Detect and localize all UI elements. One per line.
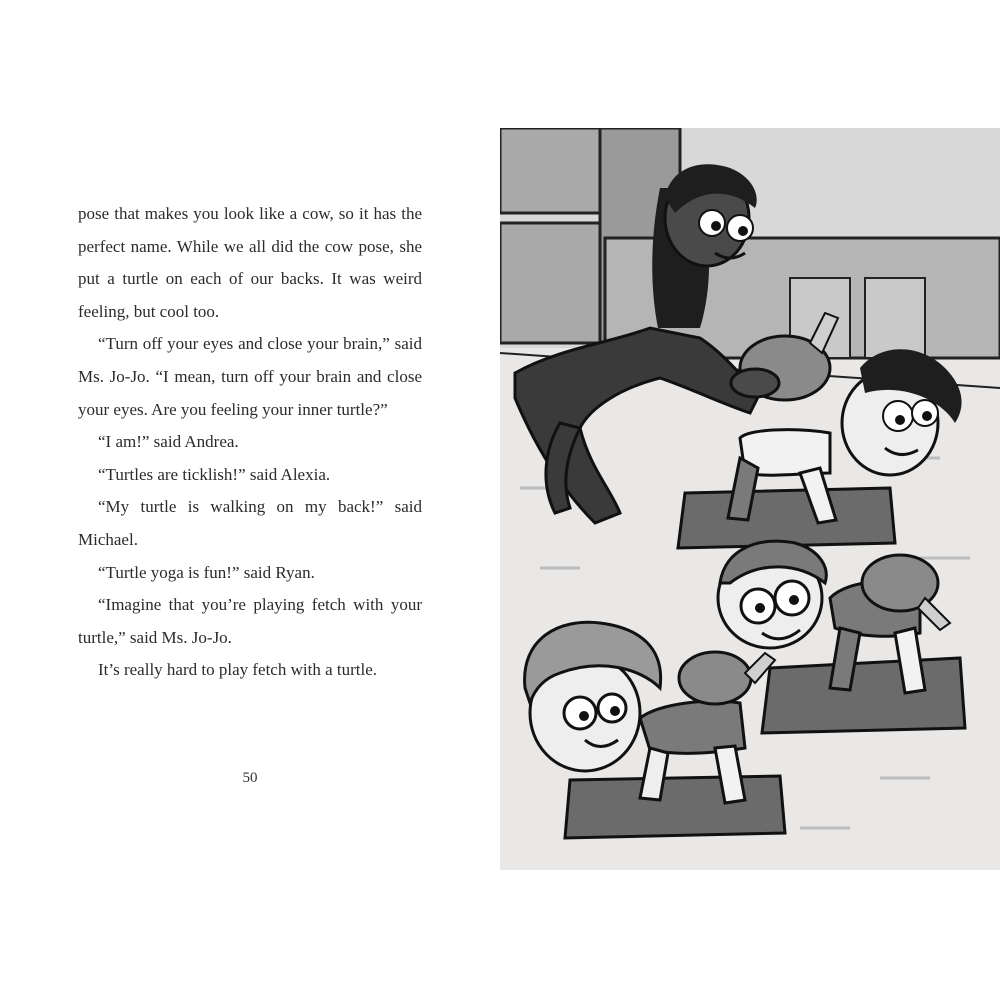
paragraph-1: pose that makes you look like a cow, so it has the perfect name. While we all did the cow pose, she put a turtle on each of our backs. It was weird feeling, but cool too.	[78, 204, 422, 321]
illustration-drawing	[500, 128, 1000, 870]
book-text-page	[78, 198, 422, 687]
paragraph-7: “Imagine that you’re playing fetch with your turtle,” said Ms. Jo-Jo.	[78, 595, 422, 647]
turtle-yoga-illustration	[500, 128, 1000, 870]
page-number: 50	[242, 770, 258, 786]
paragraph-2: “Turn off your eyes and close your brain,” said Ms. Jo-Jo. “I mean, turn off your brain and close your eyes. Are you feeling your inner turtle?”	[78, 334, 422, 419]
paragraph-6: “Turtle yoga is fun!” said Ryan.	[98, 562, 315, 582]
paragraph-8: It’s really hard to play fetch with a turtle.	[98, 660, 377, 680]
paragraph-5: “My turtle is walking on my back!” said Michael.	[78, 497, 422, 549]
paragraph-3: “I am!” said Andrea.	[98, 432, 239, 452]
paragraph-4: “Turtles are ticklish!” said Alexia.	[98, 464, 331, 484]
